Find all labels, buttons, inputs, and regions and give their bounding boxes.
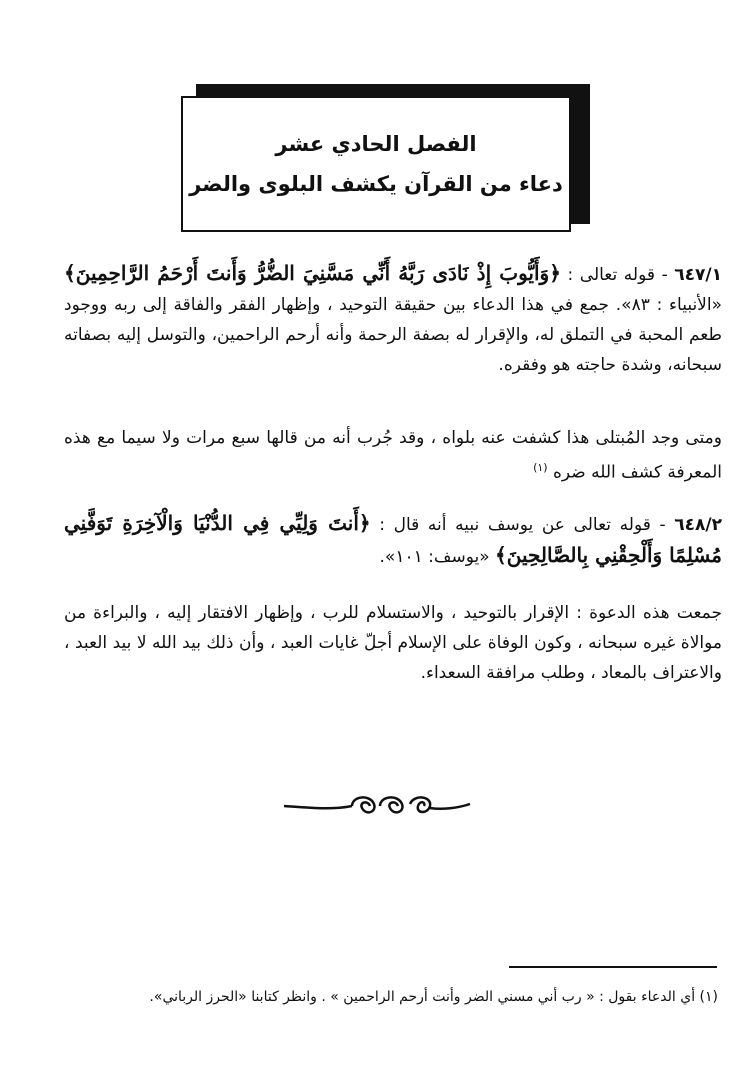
chapter-number-title: الفصل الحادي عشر — [275, 132, 477, 156]
entry-number: ٦٤٧/١ — [674, 265, 722, 285]
chapter-subject-title: دعاء من القرآن يكشف البلوى والضر — [189, 172, 563, 196]
paragraph-ayyub — [64, 258, 722, 380]
footnote: (١) أي الدعاء بقول : « رب أني مسني الضر وأنت أرحم الراحمين » . وانظر كتابنا «الحرز الرباني». — [149, 989, 718, 1005]
entry-dash: - — [655, 265, 675, 285]
footnote-separator — [509, 966, 717, 968]
entry-intro: قوله تعالى عن يوسف نبيه أنه قال : — [370, 515, 651, 535]
paragraph-yusuf — [64, 508, 722, 572]
commentary-text: جمعت هذه الدعوة : الإقرار بالتوحيد ، والاستسلام للرب ، وإظهار الافتقار إليه ، والبراءة من موالاة غيره سبحانه ، وكون الوفاة على الإسلام أجلّ غايات العبد ، وأن ذلك بيد الله لا بيد العبد ، والاعتراف بالمعاد ، وطلب مرافقة السعداء. — [64, 603, 722, 683]
paragraph-text: ومتى وجد المُبتلى هذا كشفت عنه بلواه ، وقد جُرب أنه من قالها سبع مرات ولا سيما مع هذه المعرفة كشف الله ضره — [64, 428, 722, 483]
entry-dash: - — [650, 515, 675, 535]
commentary-text: جمع في هذا الدعاء بين حقيقة التوحيد ، وإظهار الفقر والفاقة إلى ربه ووجود طعم المحبة في التملق له، والإقرار له بصفة الرحمة وأنه أرحم الراحمين، والتوسل إليه بصفاته سبحانه، وشدة حاجته هو وفقره. — [64, 295, 722, 375]
ornament-divider-icon — [282, 790, 472, 820]
paragraph-yusuf-commentary — [64, 598, 722, 688]
chapter-title-box — [181, 96, 571, 232]
entry-intro: قوله تعالى : — [560, 265, 656, 285]
footnote-marker: (١) — [533, 461, 548, 474]
verse-reference: «يوسف: ١٠١». — [379, 547, 496, 567]
verse-reference: «الأنبياء : ٨٣». — [609, 295, 722, 315]
entry-number: ٦٤٨/٢ — [674, 515, 722, 535]
quran-verse: ﴿أَنتَ وَلِيِّي فِي الدُّنْيَا وَالْآخِرَةِ تَوَفَّنِي مُسْلِمًا وَأَلْحِقْنِي بِالصَّالِحِينَ﴾ — [64, 511, 722, 567]
paragraph-benefit — [64, 423, 722, 488]
quran-verse: ﴿وَأَيُّوبَ إِذْ نَادَى رَبَّهُ أَنِّي مَسَّنِيَ الضُّرُّ وَأَنتَ أَرْحَمُ الرَّاحِمِينَ﴾ — [64, 261, 561, 285]
